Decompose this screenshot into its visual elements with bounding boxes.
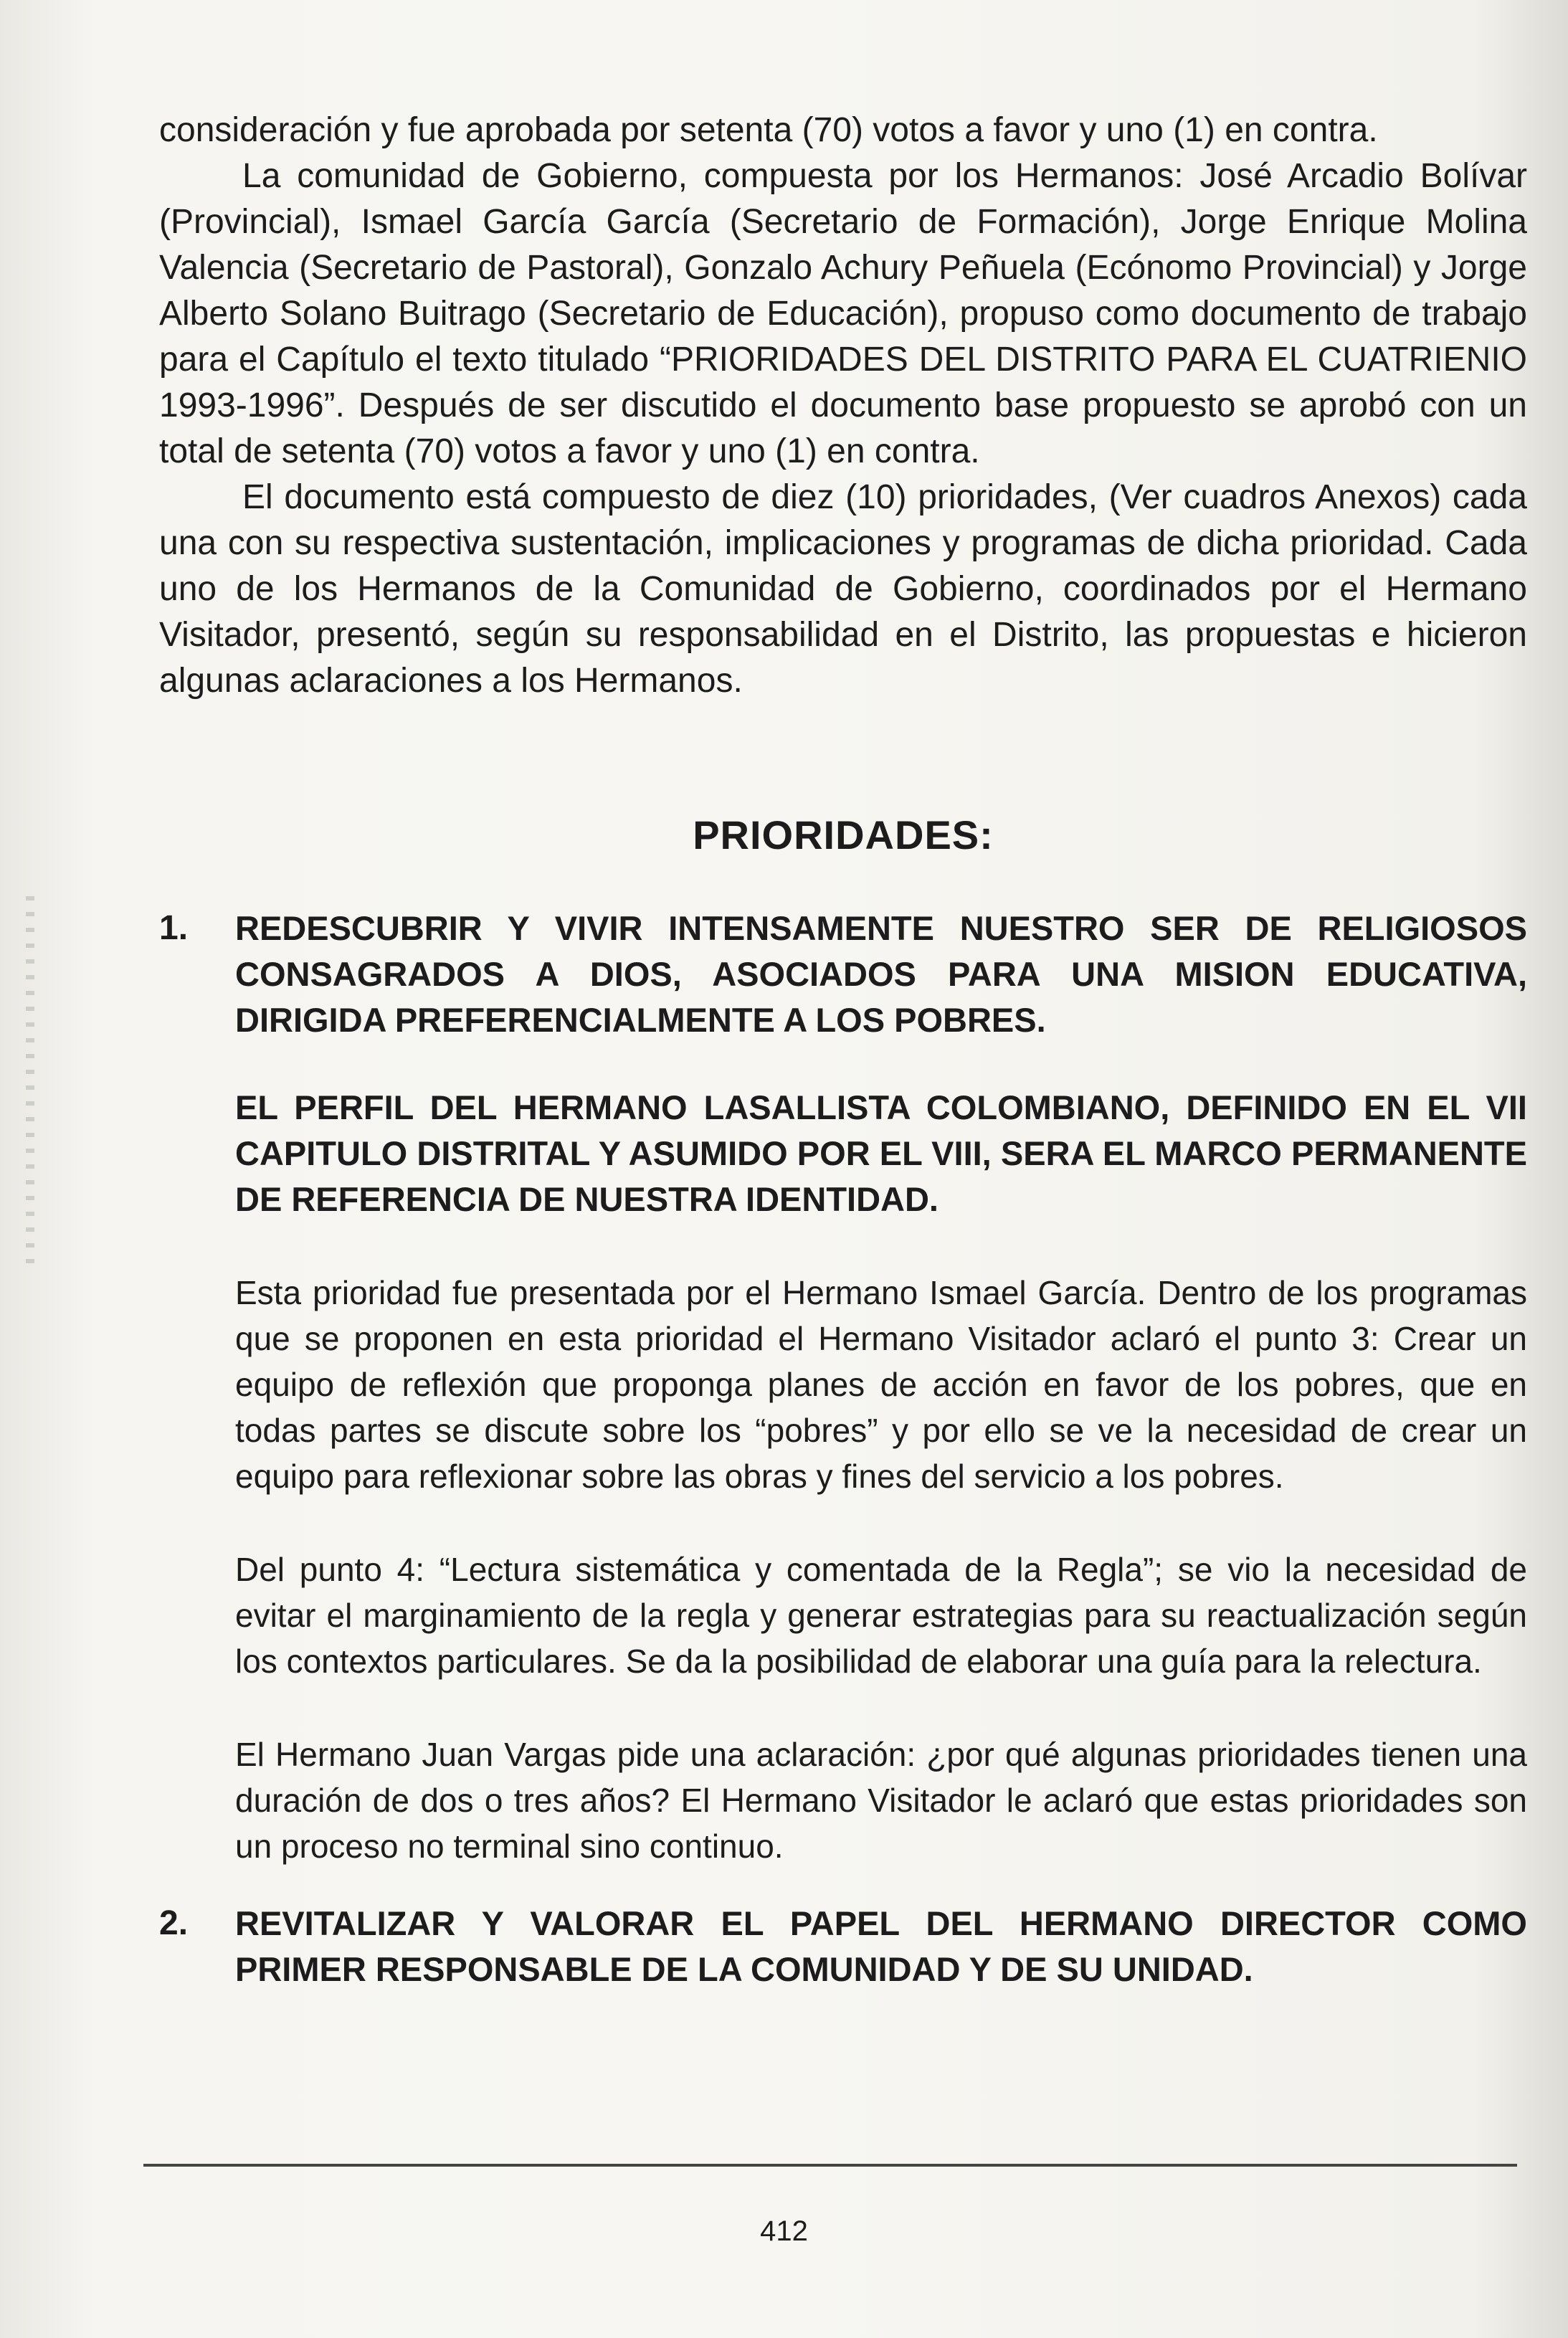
priority-paragraph: El Hermano Juan Vargas pide una aclaración: ¿por qué algunas prioridades tienen una duración de dos o tres años? El Hermano Visitador le aclaró que estas prioridades son un proceso no terminal sino continuo.: [235, 1736, 1527, 1865]
intro-paragraph-2: La comunidad de Gobierno, compuesta por los Hermanos: José Arcadio Bolívar (Provincial), Ismael García García (Secretario de Formación), Jorge Enrique Molina Valencia (Secretario de Pastoral), Gonzalo Achury Peñuela (Ecónomo Provincial) y Jorge Alberto Solano Buitrago (Secretario de Educación), propuso como documento de trabajo para el Capítulo el texto titulado “PRIORIDADES DEL DISTRITO PARA EL CUATRIENIO 1993-1996”. Después de ser discutido el documento base propuesto se aprobó con un total de setenta (70) votos a favor y uno (1) en contra.: [159, 157, 1527, 470]
page-number: 412: [760, 2215, 808, 2247]
intro-paragraph-1: consideración y fue aprobada por setenta (70) votos a favor y uno (1) en contra.: [159, 111, 1378, 149]
priority-paragraph: Esta prioridad fue presentada por el Hermano Ismael García. Dentro de los programas que se proponen en esta prioridad el Hermano Visitador aclaró el punto 3: Crear un equipo de reflexión que proponga planes de acción en favor de los pobres, que en todas partes se discute sobre los “pobres” y por ello se ve la necesidad de crear un equipo para reflexionar sobre las obras y fines del servicio a los pobres.: [235, 1274, 1527, 1495]
priority-number: 1.: [159, 909, 189, 947]
priority-title: REDESCUBRIR Y VIVIR INTENSAMENTE NUESTRO SER DE RELIGIOSOS CONSAGRADOS A DIOS, ASOCIADOS PARA UNA MISION EDUCATIVA, DIRIGIDA PREFERENCIALMENTE A LOS POBRES.: [235, 909, 1527, 1039]
priority-item-1: [159, 906, 1527, 1869]
intro-paragraph-3: El documento está compuesto de diez (10) prioridades, (Ver cuadros Anexos) cada una con su respectiva sustentación, implicaciones y programas de dicha prioridad. Cada uno de los Hermanos de la Comunidad de Gobierno, coordinados por el Hermano Visitador, presentó, según su responsabilidad en el Distrito, las propuestas e hicieron algunas aclaraciones a los Hermanos.: [159, 478, 1527, 700]
page-content: [159, 108, 1527, 1992]
section-heading: PRIORIDADES:: [693, 812, 994, 857]
binding-edge-marks: [26, 896, 34, 1269]
priority-number: 2.: [159, 1904, 189, 1942]
footer-rule: [143, 2164, 1517, 2167]
priority-subtitle: EL PERFIL DEL HERMANO LASALLISTA COLOMBIANO, DEFINIDO EN EL VII CAPITULO DISTRITAL Y ASUMIDO POR EL VIII, SERA EL MARCO PERMANENTE DE REFERENCIA DE NUESTRA IDENTIDAD.: [235, 1088, 1527, 1218]
priority-item-2: [159, 1901, 1527, 1992]
priority-title: REVITALIZAR Y VALORAR EL PAPEL DEL HERMANO DIRECTOR COMO PRIMER RESPONSABLE DE LA COMUNIDAD Y DE SU UNIDAD.: [235, 1904, 1527, 1988]
priority-paragraph: Del punto 4: “Lectura sistemática y comentada de la Regla”; se vio la necesidad de evitar el marginamiento de la regla y generar estrategias para su reactualización según los contextos particulares. Se da la posibilidad de elaborar una guía para la relectura.: [235, 1551, 1527, 1680]
